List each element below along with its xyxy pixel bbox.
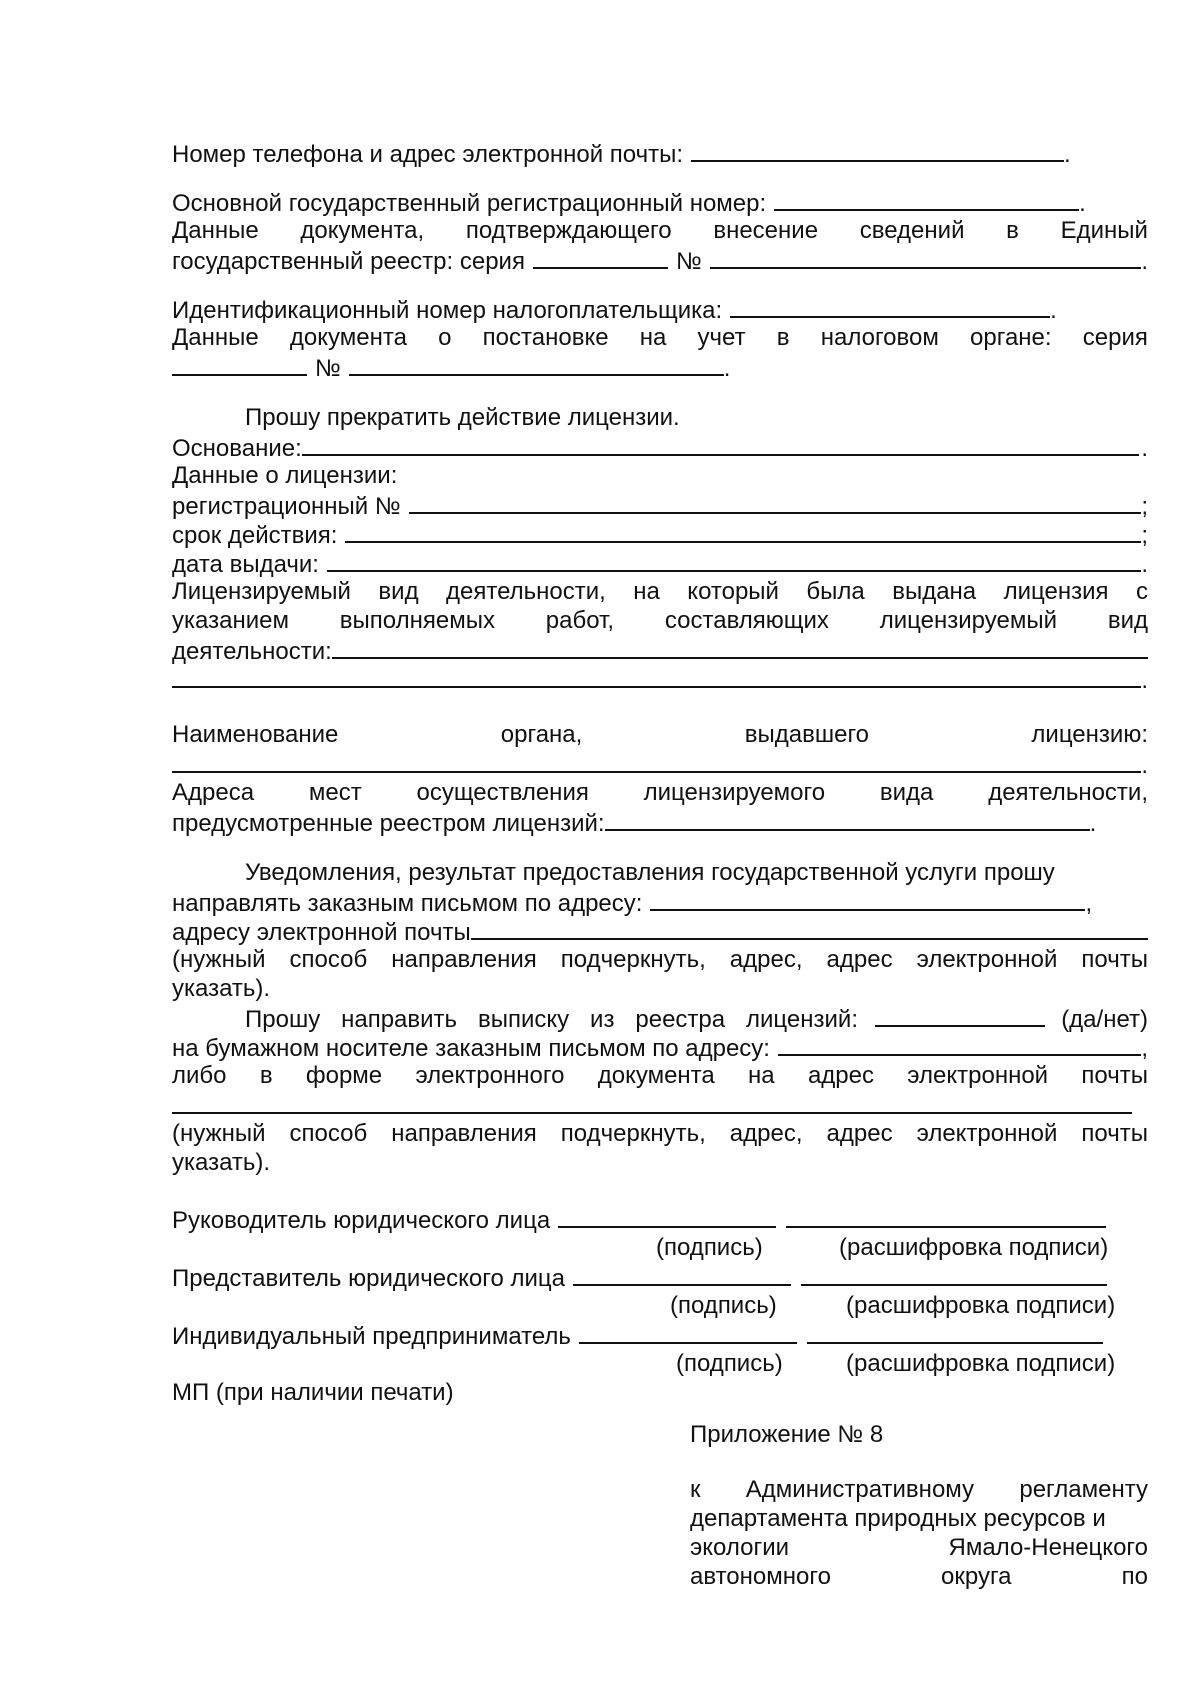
word: сведений [859, 217, 965, 244]
reg-number-blank[interactable] [409, 490, 1142, 514]
word: подтверждающего [465, 217, 672, 244]
tax-doc-line-1 [172, 323, 1148, 352]
addresses-label: предусмотренные реестром лицензий: [172, 810, 605, 837]
word: лицензию: [1031, 721, 1148, 748]
notify-email-blank[interactable] [471, 916, 1148, 940]
word: органе: [970, 324, 1052, 351]
word: (нужный [172, 946, 266, 973]
word: на [639, 324, 667, 351]
issue-date-label: дата выдачи: [172, 551, 319, 578]
word: адрес, [729, 1120, 803, 1147]
word: составляющих [664, 607, 829, 634]
word: в [776, 324, 790, 351]
validity-line: срок действия: ; [172, 519, 1148, 548]
notify-line-2: направлять заказным письмом по адресу: , [172, 887, 1148, 916]
signature-caption: (подпись) [676, 1350, 783, 1377]
phone-email-blank[interactable] [691, 138, 1064, 162]
phone-email-label: Номер телефона и адрес электронной почты: [172, 141, 684, 168]
word: с [1135, 578, 1148, 605]
word: лицензируемого [643, 779, 826, 806]
addresses-line-2: предусмотренные реестром лицензий: . [172, 807, 1148, 836]
word: округа [941, 1563, 1012, 1590]
word: деятельности, [988, 779, 1148, 806]
word: Административному [745, 1476, 975, 1503]
word: экологии [690, 1534, 790, 1561]
word: выполняемых [339, 607, 495, 634]
word: Наименование [172, 721, 339, 748]
activity-line-2 [172, 606, 1148, 635]
signature-caption: (подпись) [670, 1292, 777, 1319]
word: Единый [1060, 217, 1148, 244]
extract-line-3 [172, 1061, 1148, 1090]
word: указанием [172, 607, 289, 634]
rep-signature-blank[interactable] [573, 1262, 791, 1286]
head-signature-blank[interactable] [558, 1204, 776, 1228]
activity-blank-2[interactable] [172, 664, 1141, 688]
notify-post-blank[interactable] [650, 887, 1085, 911]
tax-doc-line-2: № . [172, 352, 1148, 381]
decoding-caption: (расшифровка подписи) [846, 1350, 1116, 1377]
word: была [806, 578, 865, 605]
word: в [259, 1062, 273, 1089]
word: адрес [826, 946, 893, 973]
word: выдана [892, 578, 977, 605]
form-body [172, 138, 1148, 1407]
word: выдавшего [744, 721, 870, 748]
word: вида [879, 779, 934, 806]
extract-email-line [172, 1090, 1148, 1119]
extract-post-blank[interactable] [778, 1032, 1141, 1056]
validity-blank[interactable] [345, 519, 1141, 543]
word: вид [378, 578, 419, 605]
word: электронной [916, 1120, 1058, 1147]
entrepreneur-label: Индивидуальный предприниматель [172, 1323, 571, 1350]
head-captions [172, 1233, 1148, 1262]
appendix-block [690, 1420, 1148, 1591]
rep-captions [172, 1291, 1148, 1320]
authority-line [172, 720, 1148, 749]
word: мест [308, 779, 362, 806]
addresses-line-1 [172, 778, 1148, 807]
ogrn-line: Основной государственный регистрационный номер: . [172, 187, 1148, 216]
basis-label: Основание: [172, 435, 302, 462]
word: Лицензируемый [172, 578, 351, 605]
extract-note-line-2: указать). [172, 1149, 271, 1176]
reg-doc-series-label: государственный реестр: серия [172, 248, 525, 275]
word: Прошу [245, 1006, 321, 1033]
activity-label: деятельности: [172, 638, 332, 665]
license-data-heading: Данные о лицензии: [172, 462, 398, 489]
word: осуществления [416, 779, 589, 806]
inn-label: Идентификационный номер налогоплательщика: [172, 297, 723, 324]
activity-line-1 [172, 577, 1148, 606]
notify-email-label: адресу электронной почты [172, 919, 471, 946]
reg-number-line: регистрационный № ; [172, 490, 1148, 519]
extract-note-line-1 [172, 1119, 1148, 1148]
ogrn-label: Основной государственный регистрационный номер: [172, 190, 767, 217]
word: адрес, [729, 946, 803, 973]
reg-doc-line-1 [172, 216, 1148, 245]
word: документа [597, 1062, 715, 1089]
seal-note: МП (при наличии печати) [172, 1379, 454, 1406]
signature-caption: (подпись) [656, 1234, 763, 1261]
rep-signature-row [172, 1262, 1148, 1291]
word: электронного [415, 1062, 565, 1089]
word: налоговом [820, 324, 939, 351]
tax-number-sign: № [315, 355, 341, 382]
head-signature-row [172, 1204, 1148, 1233]
activity-blank-1[interactable] [332, 635, 1148, 659]
word: адрес [826, 1120, 893, 1147]
word: вид [1107, 607, 1148, 634]
word: органа, [500, 721, 583, 748]
word: почты [1081, 1120, 1148, 1147]
word: работ, [545, 607, 615, 634]
word: способ [289, 1120, 368, 1147]
rep-label: Представитель юридического лица [172, 1265, 565, 1292]
word: лицензия [1003, 578, 1109, 605]
inn-blank[interactable] [730, 294, 1050, 318]
word: реестра [635, 1006, 726, 1033]
word: направить [341, 1006, 458, 1033]
head-label: Руководитель юридического лица [172, 1207, 551, 1234]
word: по [1121, 1563, 1148, 1590]
word: учет [697, 324, 746, 351]
word: Данные [172, 217, 259, 244]
word: который [687, 578, 779, 605]
extract-line-1 [172, 1003, 1148, 1032]
reg-doc-series-blank[interactable] [533, 245, 668, 269]
word: почты [1081, 946, 1148, 973]
appendix-line-3 [690, 1533, 1148, 1562]
word: на [633, 578, 660, 605]
extract-yesno: (да/нет) [1061, 1006, 1148, 1033]
word: лицензируемый [879, 607, 1057, 634]
word: автономного [690, 1563, 831, 1590]
word: к [690, 1476, 701, 1503]
notify-note-line-2: указать). [172, 975, 271, 1002]
appendix-line-1 [690, 1475, 1148, 1504]
validity-label: срок действия: [172, 522, 338, 549]
phone-email-line: Номер телефона и адрес электронной почты: . [172, 138, 1148, 167]
word: лицензий: [746, 1006, 858, 1033]
word: почты [1081, 1062, 1148, 1089]
inn-line: Идентификационный номер налогоплательщика: . [172, 294, 1148, 323]
number-sign: № [675, 248, 702, 275]
word: способ [289, 946, 368, 973]
basis-line: Основание: . [172, 432, 1148, 461]
word: выписку [477, 1006, 570, 1033]
basis-blank[interactable] [302, 432, 1140, 456]
appendix-line-2: департамента природных ресурсов и [690, 1505, 1106, 1532]
extract-yesno-blank[interactable] [875, 1003, 1045, 1027]
word: либо [172, 1062, 227, 1089]
notify-post-label: направлять заказным письмом по адресу: [172, 890, 643, 917]
word: серия [1082, 324, 1148, 351]
ogrn-blank[interactable] [774, 187, 1079, 211]
word: электронной [916, 946, 1058, 973]
issue-date-blank[interactable] [327, 548, 1141, 572]
addresses-blank[interactable] [605, 807, 1090, 831]
tax-number-blank[interactable] [349, 352, 724, 376]
notify-line-1: Уведомления, результат предоставления государственной услуги прошу [245, 859, 1055, 886]
word: документа [289, 324, 407, 351]
word: (нужный [172, 1120, 266, 1147]
word: регламенту [1019, 1476, 1148, 1503]
word: направления [391, 946, 537, 973]
word: Адреса [172, 779, 255, 806]
entrepreneur-decoding-blank[interactable] [807, 1320, 1103, 1344]
entrepreneur-signature-blank[interactable] [579, 1320, 797, 1344]
word: в [1006, 217, 1019, 244]
word: электронной [907, 1062, 1049, 1089]
notify-note-line-1 [172, 945, 1148, 974]
decoding-caption: (расшифровка подписи) [846, 1292, 1116, 1319]
word: о [438, 324, 452, 351]
entrepreneur-captions [172, 1349, 1148, 1378]
extract-email-blank[interactable] [172, 1090, 1132, 1114]
word: внесение [713, 217, 819, 244]
word: Ямало-Ненецкого [948, 1534, 1148, 1561]
reg-doc-line-2: государственный реестр: серия № . [172, 245, 1148, 274]
activity-line-3 [172, 635, 1148, 664]
issue-date-line: дата выдачи: . [172, 548, 1148, 577]
rep-decoding-blank[interactable] [801, 1262, 1107, 1286]
notify-line-3 [172, 916, 1148, 945]
reg-doc-number-blank[interactable] [710, 245, 1142, 269]
decoding-caption: (расшифровка подписи) [839, 1234, 1109, 1261]
word: постановке [482, 324, 609, 351]
entrepreneur-signature-row [172, 1320, 1148, 1349]
authority-blank[interactable] [172, 749, 1141, 773]
extract-line-2: на бумажном носителе заказным письмом по адресу: , [172, 1032, 1148, 1061]
word: форме [305, 1062, 383, 1089]
word: подчеркнуть, [560, 946, 706, 973]
word: из [590, 1006, 615, 1033]
extract-post-label: на бумажном носителе заказным письмом по адресу: [172, 1035, 770, 1062]
head-decoding-blank[interactable] [786, 1204, 1106, 1228]
word: деятельности, [446, 578, 606, 605]
authority-blank-line: . [172, 749, 1148, 778]
appendix-title: Приложение № 8 [690, 1421, 884, 1448]
word: подчеркнуть, [560, 1120, 706, 1147]
terminate-request: Прошу прекратить действие лицензии. [245, 404, 680, 431]
word: Данные [172, 324, 259, 351]
appendix-line-4 [690, 1562, 1148, 1591]
word: документа, [300, 217, 425, 244]
tax-series-blank[interactable] [172, 352, 307, 376]
word: направления [391, 1120, 537, 1147]
word: адрес [807, 1062, 874, 1089]
reg-number-label: регистрационный № [172, 493, 401, 520]
word: на [748, 1062, 775, 1089]
activity-line-4: . [172, 664, 1148, 693]
extract-words [245, 1005, 858, 1034]
